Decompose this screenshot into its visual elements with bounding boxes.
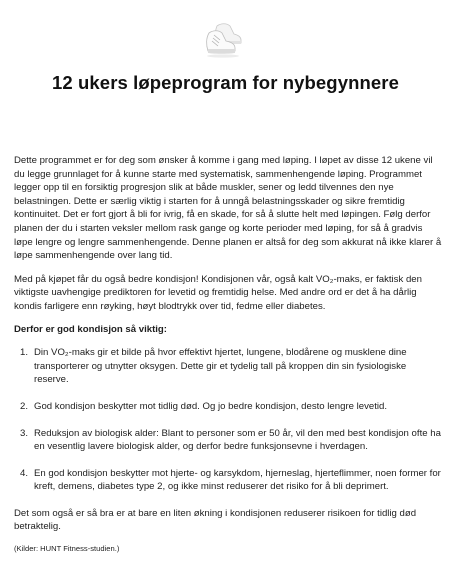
closing-paragraph: Det som også er så bra er at bare en liten økning i kondisjonen reduserer risikoen for tidlig død betraktelig. [14,507,417,533]
intro-paragraph: Dette programmet er for deg som ønsker å komme i gang med løping. I løpet av disse 12 ukene vil du legge grunnlaget for å kunne starte med systematisk, sammenhengende løping. Programmet legger opp til en forsiktig progresjon slik at både muskler, sener og ledd tilvennes den nye belastningen. Dette er særlig viktig i starten for å unngå belastningsskader og sikre fremtidig kontinuitet. Det er fort gjort å bli for ivrig, få en skade, for så å slutte helt med løpingen. Følg derfor planen der du i starten veksler mellom rask gange og korte perioder med løping, for så å gradvis løpe lengre og lengre sammenhengende. Denne planen er altså for deg som akkurat nå ikke klarer å løpe sammenhengende over lang tid. [14,155,442,262]
list-number: 2. [20,400,29,412]
list-item [14,427,442,454]
section-subheading: Derfor er god kondisjon så viktig: [14,323,167,335]
list-item-text: God kondisjon beskytter mot tidlig død. Og jo bedre kondisjon, desto lengre levetid. [34,400,388,412]
list-number: 3. [20,427,29,439]
list-item [14,467,442,494]
benefits-list [14,346,442,494]
list-item [14,400,442,414]
list-item-text: Din VO₂-maks gir et bilde på hvor effektivt hjertet, lungene, blodårene og musklene dine transporterer og utnytter oksygen. Dette gir et tydelig tall på kroppen din sin fysiologiske reserve. [34,347,407,386]
list-item [14,346,442,387]
document-body [14,154,442,554]
list-item-text: En god kondisjon beskytter mot hjerte- og karsykdom, hjerneslag, hjerteflimmer, noen former for kreft, demens, diabetes type 2, og ikke minst reduserer det risiko for å bli deprimert. [34,467,441,493]
list-number: 4. [20,467,29,479]
source-note: (Kilder: HUNT Fitness-studien.) [14,544,120,554]
running-shoes-icon [203,20,247,60]
list-number: 1. [20,347,29,359]
page-title: 12 ukers løpeprogram for nybegynnere [52,72,399,93]
list-item-text: Reduksjon av biologisk alder: Blant to personer som er 50 år, vil den med best kondisjon ofte ha en vesentlig lavere biologisk alder, og derfor bedre funksjonsevne i hverdagen. [34,427,441,453]
fitness-paragraph: Med på kjøpet får du også bedre kondisjon! Kondisjonen vår, også kalt VO₂-maks, er faktisk den viktigste uavhengige prediktoren for levetid og fremtidig helse. Med andre ord er det å ha dårlig kondis farligere enn røyking, høyt blodtrykk over tid, fedme eller diabetes. [14,273,422,312]
